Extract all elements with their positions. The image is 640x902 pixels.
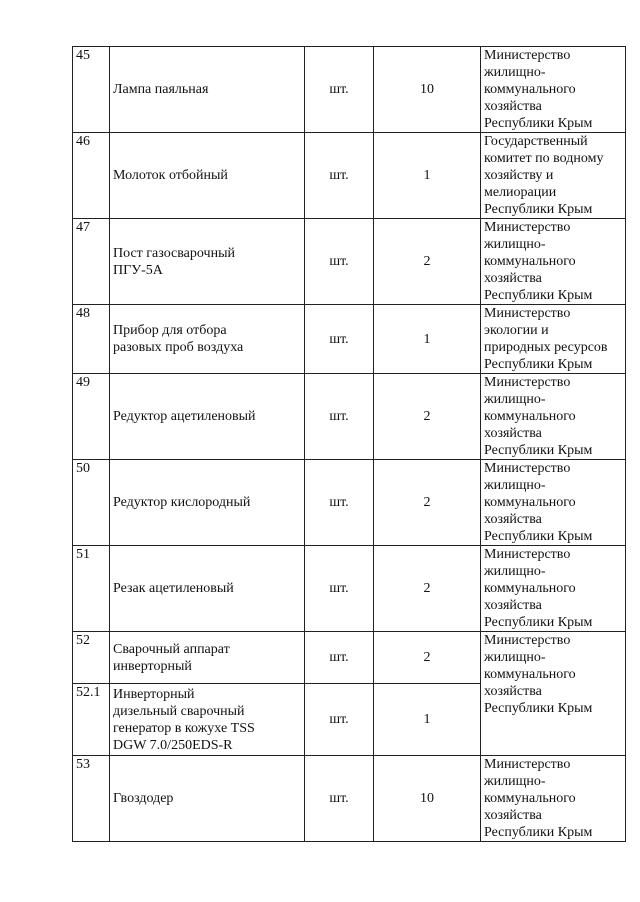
responsible-ministry [481,374,626,460]
ministry-line: Республики Крым [484,529,593,544]
item-quantity: 2 [374,374,481,460]
item-unit: шт. [305,133,374,219]
table-row [73,460,626,546]
item-name [110,133,305,219]
item-unit: шт. [305,684,374,756]
item-unit: шт. [305,374,374,460]
row-number: 51 [73,546,110,632]
row-number: 52.1 [73,684,110,756]
responsible-ministry [481,460,626,546]
item-name-line: Резак ацетиленовый [113,581,234,596]
table-row [73,546,626,632]
item-unit: шт. [305,756,374,842]
item-quantity: 1 [374,133,481,219]
responsible-ministry [481,632,626,756]
item-name [110,47,305,133]
item-name [110,305,305,374]
item-name [110,374,305,460]
table-row [73,219,626,305]
ministry-line: хозяйства [484,598,542,613]
ministry-line: жилищно- [484,237,546,252]
ministry-line: экологии и [484,323,549,338]
ministry-line: комитет по водному [484,151,604,166]
item-quantity: 2 [374,460,481,546]
item-name [110,756,305,842]
ministry-line: коммунального [484,581,576,596]
ministry-line: Республики Крым [484,615,593,630]
item-name-line: DGW 7.0/250EDS-R [113,737,233,753]
ministry-line: Министерство [484,375,571,390]
responsible-ministry [481,47,626,133]
item-name [110,632,305,684]
item-name-line: генератор в кожухе TSS [113,720,255,736]
responsible-ministry [481,219,626,305]
item-name [110,684,305,756]
ministry-line: Государственный [484,134,588,149]
ministry-line: Министерство [484,461,571,476]
table-row [73,374,626,460]
item-quantity: 2 [374,632,481,684]
responsible-ministry [481,133,626,219]
item-unit: шт. [305,632,374,684]
ministry-line: Министерство [484,306,571,321]
ministry-line: хозяйства [484,99,542,114]
ministry-line: Республики Крым [484,825,593,840]
item-quantity: 10 [374,47,481,133]
ministry-line: коммунального [484,82,576,97]
ministry-line: хозяйства [484,808,542,823]
item-quantity: 1 [374,305,481,374]
ministry-line: Республики Крым [484,443,593,458]
table-row [73,632,626,684]
ministry-line: жилищно- [484,650,546,665]
responsible-ministry [481,756,626,842]
item-name-line: ПГУ-5А [113,262,163,278]
ministry-line: жилищно- [484,774,546,789]
ministry-line: Республики Крым [484,202,593,217]
ministry-line: природных ресурсов [484,340,608,355]
row-number: 47 [73,219,110,305]
ministry-line: жилищно- [484,392,546,407]
ministry-line: Министерство [484,220,571,235]
item-quantity: 2 [374,219,481,305]
ministry-line: коммунального [484,495,576,510]
row-number: 48 [73,305,110,374]
item-name [110,219,305,305]
item-unit: шт. [305,546,374,632]
item-name-line: Гвоздодер [113,791,174,806]
table-row [73,47,626,133]
row-number: 45 [73,47,110,133]
table-row [73,133,626,219]
item-name-line: Инверторный [113,686,195,702]
table-row [73,756,626,842]
item-unit: шт. [305,219,374,305]
ministry-line: хозяйства [484,684,542,699]
ministry-line: хозяйства [484,512,542,527]
ministry-line: жилищно- [484,478,546,493]
item-name-line: Сварочный аппарат [113,641,230,657]
ministry-line: хозяйства [484,271,542,286]
responsible-ministry [481,305,626,374]
ministry-line: хозяйства [484,426,542,441]
ministry-line: коммунального [484,667,576,682]
ministry-line: коммунального [484,409,576,424]
ministry-line: Министерство [484,757,571,772]
item-name [110,460,305,546]
row-number: 50 [73,460,110,546]
row-number: 53 [73,756,110,842]
ministry-line: мелиорации [484,185,557,200]
ministry-line: Министерство [484,547,571,562]
responsible-ministry [481,546,626,632]
row-number: 49 [73,374,110,460]
table-row [73,305,626,374]
item-name-line: Прибор для отбора [113,323,227,338]
item-name-line: Молоток отбойный [113,168,228,183]
ministry-line: хозяйству и [484,168,554,183]
item-unit: шт. [305,460,374,546]
item-name-line: Редуктор кислородный [113,495,251,510]
item-name-line: Лампа паяльная [113,82,209,97]
item-name-line: дизельный сварочный [113,703,245,719]
row-number: 46 [73,133,110,219]
ministry-line: Министерство [484,48,571,63]
item-name-line: Пост газосварочный [113,245,235,261]
row-number: 52 [73,632,110,684]
ministry-line: Республики Крым [484,116,593,131]
ministry-line: коммунального [484,254,576,269]
item-name-line: Редуктор ацетиленовый [113,409,256,424]
item-quantity: 10 [374,756,481,842]
item-unit: шт. [305,47,374,133]
item-name [110,546,305,632]
ministry-line: Республики Крым [484,288,593,303]
equipment-table [72,46,626,842]
ministry-line: Республики Крым [484,357,593,372]
ministry-line: жилищно- [484,65,546,80]
item-unit: шт. [305,305,374,374]
ministry-line: коммунального [484,791,576,806]
item-quantity: 1 [374,684,481,756]
equipment-table-body [73,47,626,842]
item-name-line: инверторный [113,658,192,674]
item-name-line: разовых проб воздуха [113,340,244,355]
ministry-line: жилищно- [484,564,546,579]
ministry-line: Министерство [484,633,571,648]
item-quantity: 2 [374,546,481,632]
ministry-line: Республики Крым [484,701,593,716]
